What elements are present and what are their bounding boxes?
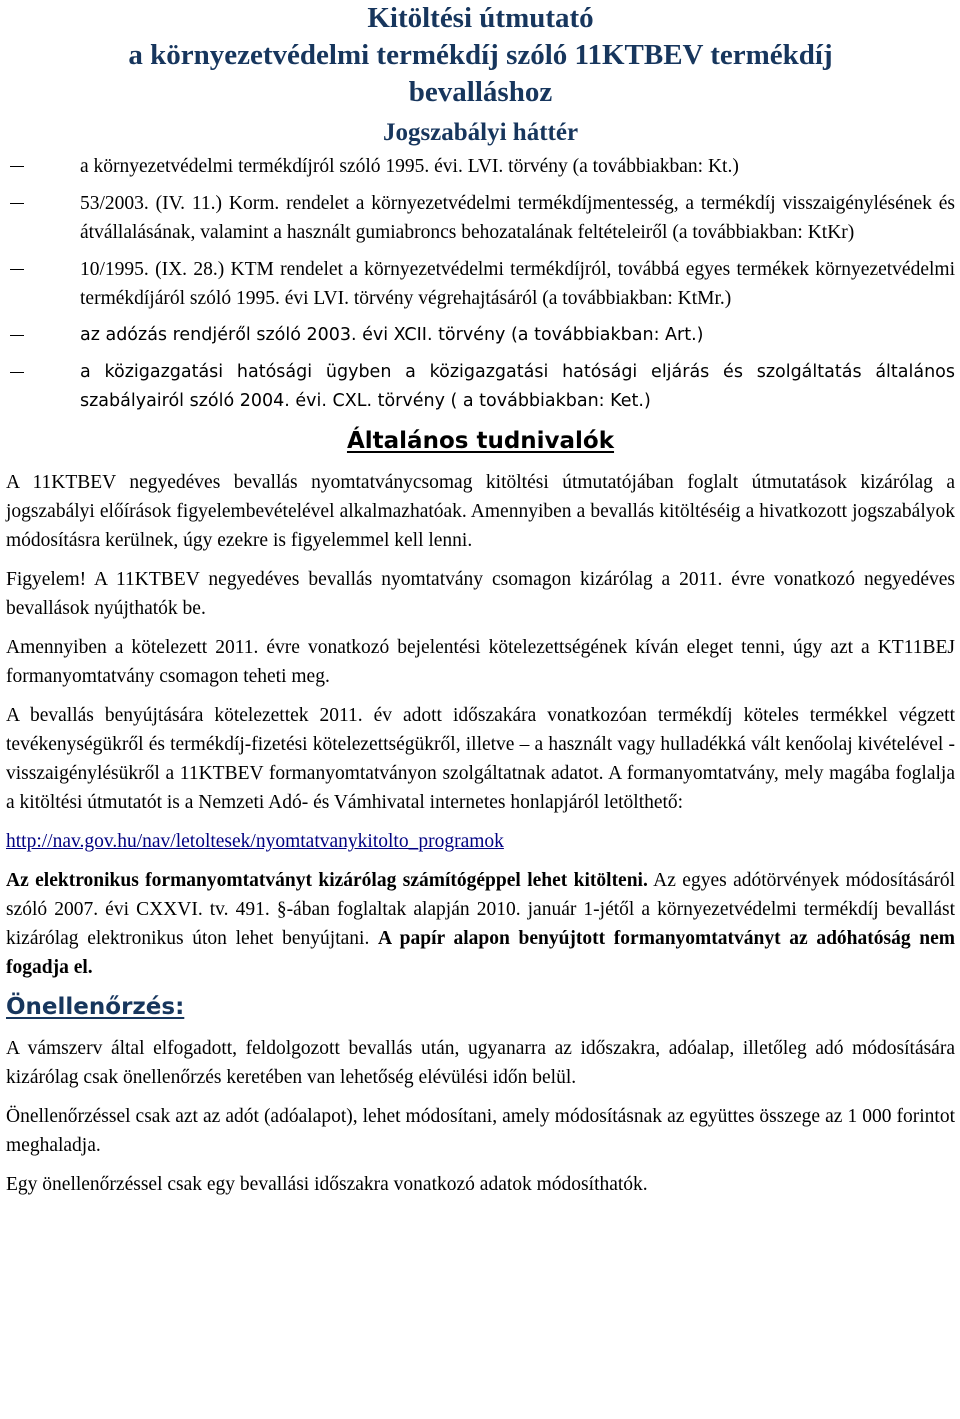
dash-bullet-icon [10,372,24,373]
law-text: 10/1995. (IX. 28.) KTM rendelet a környezetvédelmi termékdíjról, továbbá egyes termékek környezetvédelmi termékdíjáról szóló 1995. évi LVI. törvény végrehajtásáról (a továbbiakban: KtMr.) [80,259,955,309]
document-title [6,0,955,111]
paragraph-scope: A 11KTBEV negyedéves bevallás nyomtatványcsomag kitöltési útmutatójában foglalt útmutatások kizárólag a jogszabályi előírások figyelembevételével alkalmazhatóak. Amennyiben a bevallás kitöltéséig a hivatkozott jogszabályok módosításra kerülnek, úgy ezekre is figyelemmel kell lenni. [6,472,955,551]
dash-bullet-icon [10,335,24,336]
dash-bullet-icon [10,269,24,270]
law-text: a közigazgatási hatósági ügyben a közigazgatási hatósági eljárás és szolgáltatás általános szabályairól szóló 2004. évi. CXL. törvény ( a továbbiakban: Ket.) [80,362,955,411]
legal-background-heading: Jogszabályi háttér [382,119,579,146]
paragraph-notification: Amennyiben a kötelezett 2011. évre vonatkozó bejelentési kötelezettségének kíván eleget tenni, úgy azt a KT11BEJ formanyomtatvány csomagon teheti meg. [6,637,955,687]
title-line-3: bevalláshoz [408,76,553,108]
paragraph-period: Egy önellenőrzéssel csak egy bevallási időszakra vonatkozó adatok módosíthatók. [6,1174,648,1195]
download-link[interactable]: http://nav.gov.hu/nav/letoltesek/nyomtatvanykitolto_programok [6,831,504,852]
general-info-heading: Általános tudnivalók [346,428,615,454]
paragraph-electronic [6,866,955,982]
paragraph-self-revision: A vámszerv által elfogadott, feldolgozott bevallás után, ugyanarra az időszakra, adóalap, illetőleg adó módosítására kizárólag csak önellenőrzés keretében van lehetőség elévülési időn belül. [6,1038,955,1088]
title-line-2: a környezetvédelmi termékdíj szóló 11KTBEV termékdíj [128,39,833,71]
paragraph-obligation: A bevallás benyújtására kötelezettek 2011. év adott időszakára vonatkozóan termékdíj köteles termékkel végzett tevékenységükről és termékdíj-fizetési kötelezettségükről, illetve – a használt vagy hulladékká vált kenőolaj kivételével - visszaigénylésükről a 11KTBEV formanyomtatványon szolgáltatnak adatot. A formanyomtatvány, mely magába foglalja a kitöltési útmutatót is a Nemzeti Adó- és Vámhivatal internetes honlapjáról letölthető: [6,705,955,813]
title-line-1: Kitöltési útmutató [367,2,594,34]
law-item [6,152,955,181]
law-item [6,321,955,350]
electronic-only-notice: Az elektronikus formanyomtatványt kizárólag számítógéppel lehet kitölteni. [6,870,648,891]
dash-bullet-icon [10,203,24,204]
paper-rejected-notice: A papír alapon benyújtott formanyomtatványt az adóhatóság nem fogadja el. [6,928,955,978]
law-text: az adózás rendjéről szóló 2003. évi XCII. törvény (a továbbiakban: Art.) [80,325,704,345]
self-revision-heading: Önellenőrzés: [6,994,185,1020]
electronic-law-text: Az egyes adótörvények módosításáról szóló 2007. évi CXXVI. tv. 491. §-ában foglaltak alapján 2010. január 1-jétől a környezetvédelmi termékdíj bevallást kizárólag elektronikus úton lehet benyújtani. [6,870,955,949]
law-list [6,152,955,416]
law-item [6,255,955,313]
paragraph-link [6,827,955,856]
law-text: a környezetvédelmi termékdíjról szóló 1995. évi. LVI. törvény (a továbbiakban: Kt.) [80,156,739,177]
law-text: 53/2003. (IV. 11.) Korm. rendelet a környezetvédelmi termékdíjmentesség, a termékdíj visszaigénylésének és átvállalásának, valamint a használt gumiabroncs behozatalának feltételeiről (a továbbiakban: KtKr) [80,193,955,243]
law-item [6,189,955,247]
paragraph-threshold: Önellenőrzéssel csak azt az adót (adóalapot), lehet módosítani, amely módosításnak az együttes összege az 1 000 forintot meghaladja. [6,1106,955,1156]
dash-bullet-icon [10,166,24,167]
paragraph-warning: Figyelem! A 11KTBEV negyedéves bevallás nyomtatvány csomagon kizárólag a 2011. évre vonatkozó negyedéves bevallások nyújthatók be. [6,569,955,619]
law-item [6,358,955,416]
